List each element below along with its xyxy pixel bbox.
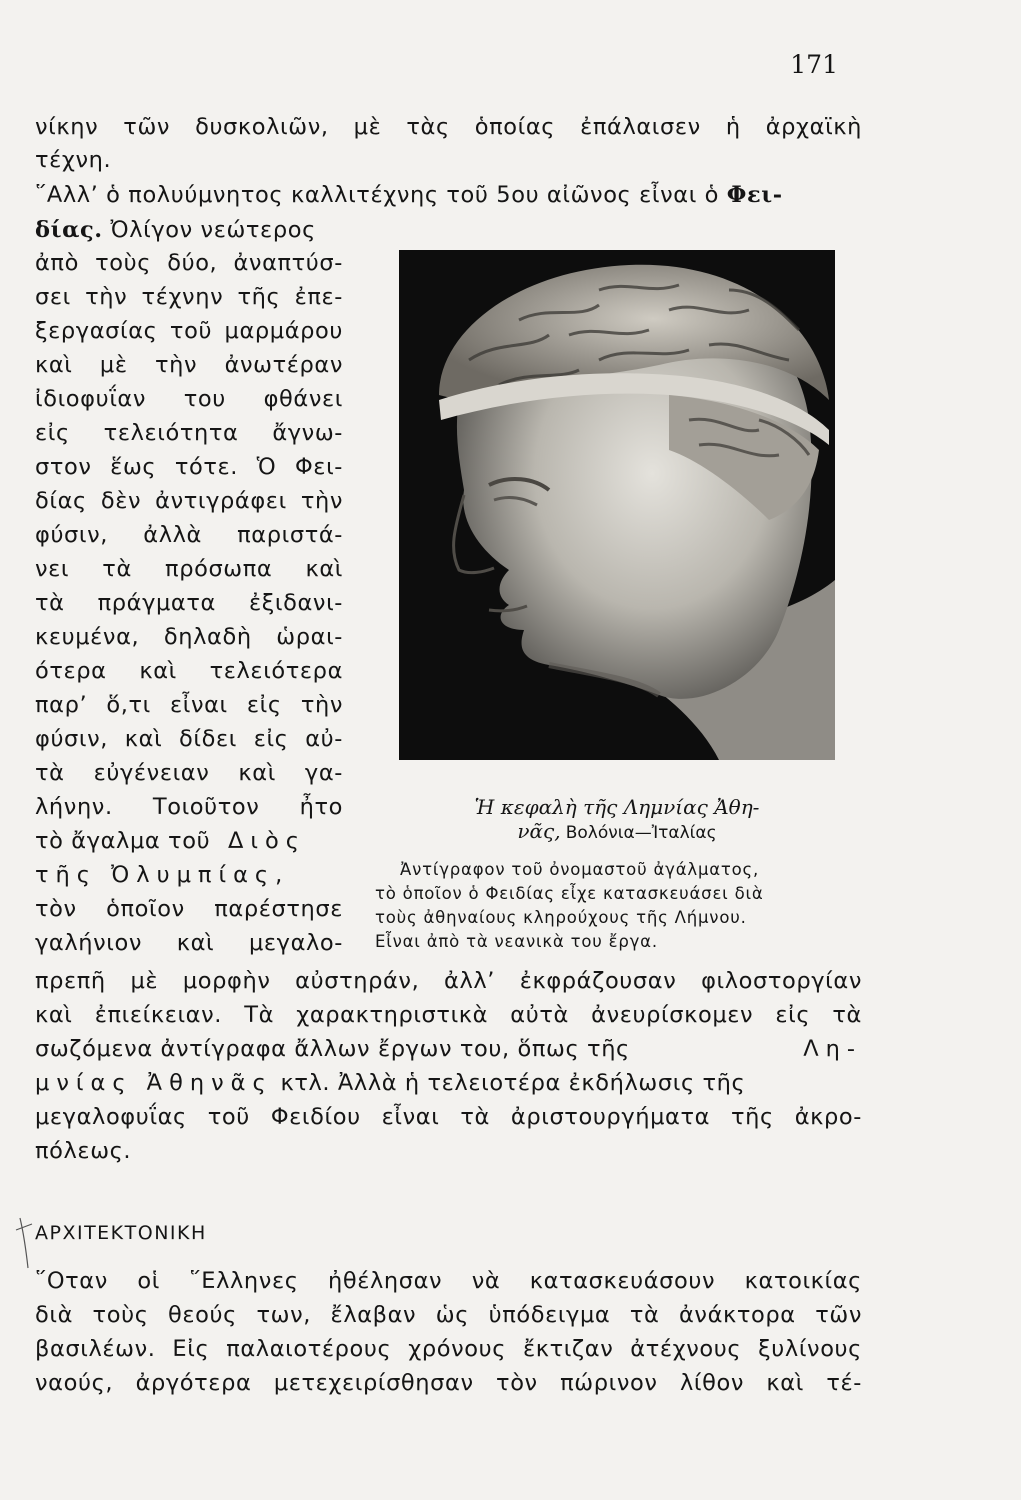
text-line: ῞Οταν οἱ ῞Ελληνες ἠθέλησαν νὰ κατασκευάσουν κατοικίας bbox=[35, 1268, 862, 1294]
text-line: ἰδιοφυΐαν του φθάνει bbox=[35, 386, 343, 412]
text-line: μεγαλοφυΐας τοῦ Φειδίου εἶναι τὰ ἀριστουργήματα τῆς ἀκρο- bbox=[35, 1104, 862, 1130]
figure-note: Εἶναι ἀπὸ τὰ νεανικὰ του ἔργα. bbox=[375, 932, 658, 951]
figure-caption-location: Βολόνια—Ἰταλίας bbox=[565, 823, 717, 843]
text-line: πρεπῆ μὲ μορφὴν αὐστηράν, ἀλλ’ ἐκφράζουσαν φιλοστοργίαν bbox=[35, 968, 862, 994]
text-line: τὰ εὐγένειαν καὶ γα- bbox=[35, 760, 343, 786]
text-span: κτλ. Ἀλλὰ ἡ τελειοτέρα ἐκδήλωσις τῆς bbox=[280, 1070, 746, 1096]
text-line bbox=[35, 1068, 862, 1098]
text-line: σει τὴν τέχνην τῆς ἐπε- bbox=[35, 284, 343, 310]
text-line: νίκην τῶν δυσκολιῶν, μὲ τὰς ὁποίας ἐπάλαισεν ἡ ἀρχαϊκὴ bbox=[35, 114, 862, 140]
text-line bbox=[35, 826, 306, 856]
text-span: ῞Αλλ’ ὁ πολυύμνητος καλλιτέχνης τοῦ 5ου αἰῶνος εἶναι ὁ bbox=[35, 182, 720, 208]
text-line: τὰ πράγματα ἐξιδανι- bbox=[35, 590, 343, 616]
text-line: καὶ μὲ τὴν ἀνωτέραν bbox=[35, 352, 343, 378]
page-number: 171 bbox=[790, 50, 838, 79]
pencil-margin-mark bbox=[14, 1210, 34, 1270]
text-line: φύσιν, καὶ δίδει εἰς αὐ- bbox=[35, 726, 343, 752]
text-line: εἰς τελειότητα ἄγνω- bbox=[35, 420, 343, 446]
text-line: ξεργασίας τοῦ μαρμάρου bbox=[35, 318, 343, 344]
text-line: στον ἕως τότε. Ὁ Φει- bbox=[35, 454, 343, 480]
text-line: τέχνη. bbox=[35, 147, 112, 173]
statue-head-image bbox=[399, 250, 835, 760]
spaced-name: μνίας Ἀθηνᾶς bbox=[35, 1070, 273, 1096]
text-span: Ὀλίγον νεώτερος bbox=[110, 217, 316, 243]
text-line bbox=[35, 180, 862, 210]
text-line bbox=[35, 215, 316, 245]
text-line: κευμένα, δηλαδὴ ὡραι- bbox=[35, 624, 343, 650]
text-line: γαλήνιον καὶ μεγαλο- bbox=[35, 930, 343, 956]
figure-note: τὸ ὁποῖον ὁ Φειδίας εἶχε κατασκευάσει διὰ bbox=[375, 884, 764, 903]
text-line: ἀπὸ τοὺς δύο, ἀναπτύσ- bbox=[35, 250, 343, 276]
text-line: ναούς, ἀργότερα μετεχειρίσθησαν τὸν πώρινον λίθον καὶ τέ- bbox=[35, 1370, 862, 1396]
text-line: βασιλέων. Εἰς παλαιοτέρους χρόνους ἔκτιζαν ἀτέχνους ξυλίνους bbox=[35, 1336, 862, 1362]
figure-caption-line bbox=[399, 819, 835, 843]
text-line: νει τὰ πρόσωπα καὶ bbox=[35, 556, 343, 582]
figure-caption-title: νᾶς, bbox=[517, 819, 561, 843]
text-line bbox=[35, 1034, 862, 1064]
text-line: ότερα καὶ τελειότερα bbox=[35, 658, 343, 684]
text-line: καὶ ἐπιείκειαν. Τὰ χαρακτηριστικὰ αὐτὰ ἀνευρίσκομεν εἰς τὰ bbox=[35, 1002, 862, 1028]
pheidias-bold: Φει- bbox=[726, 182, 783, 208]
figure-note: τοὺς ἀθηναίους κληρούχους τῆς Λήμνου. bbox=[375, 908, 747, 927]
text-line: δίας δὲν ἀντιγράφει τὴν bbox=[35, 488, 343, 514]
spaced-name: Λη- bbox=[803, 1036, 862, 1062]
text-line: διὰ τοὺς θεούς των, ἔλαβαν ὡς ὑπόδειγμα τὰ ἀνάκτορα τῶν bbox=[35, 1302, 862, 1328]
text-line: λήνην. Τοιοῦτον ἦτο bbox=[35, 794, 343, 820]
text-line: φύσιν, ἀλλὰ παριστά- bbox=[35, 522, 343, 548]
text-line: τὸν ὁποῖον παρέστησε bbox=[35, 896, 343, 922]
figure-note: Ἀντίγραφον τοῦ ὀνομαστοῦ ἀγάλματος, bbox=[400, 860, 760, 879]
spaced-name: Διὸς bbox=[227, 828, 306, 854]
text-span: τὸ ἄγαλμα τοῦ bbox=[35, 828, 211, 854]
text-line: παρ’ ὅ,τι εἶναι εἰς τὴν bbox=[35, 692, 343, 718]
pheidias-bold: δίας. bbox=[35, 217, 103, 243]
spaced-name: τῆς Ὀλυμπίας, bbox=[35, 862, 290, 888]
text-span: σωζόμενα ἀντίγραφα ἄλλων ἔργων του, ὅπως τῆς bbox=[35, 1036, 630, 1062]
statue-photo bbox=[399, 250, 835, 760]
text-line: πόλεως. bbox=[35, 1138, 132, 1164]
section-heading: ΑΡΧΙΤΕΚΤΟΝΙΚΗ bbox=[35, 1222, 207, 1244]
figure-caption-title: Ἡ κεφαλὴ τῆς Λημνίας Ἀθη- bbox=[474, 795, 760, 819]
